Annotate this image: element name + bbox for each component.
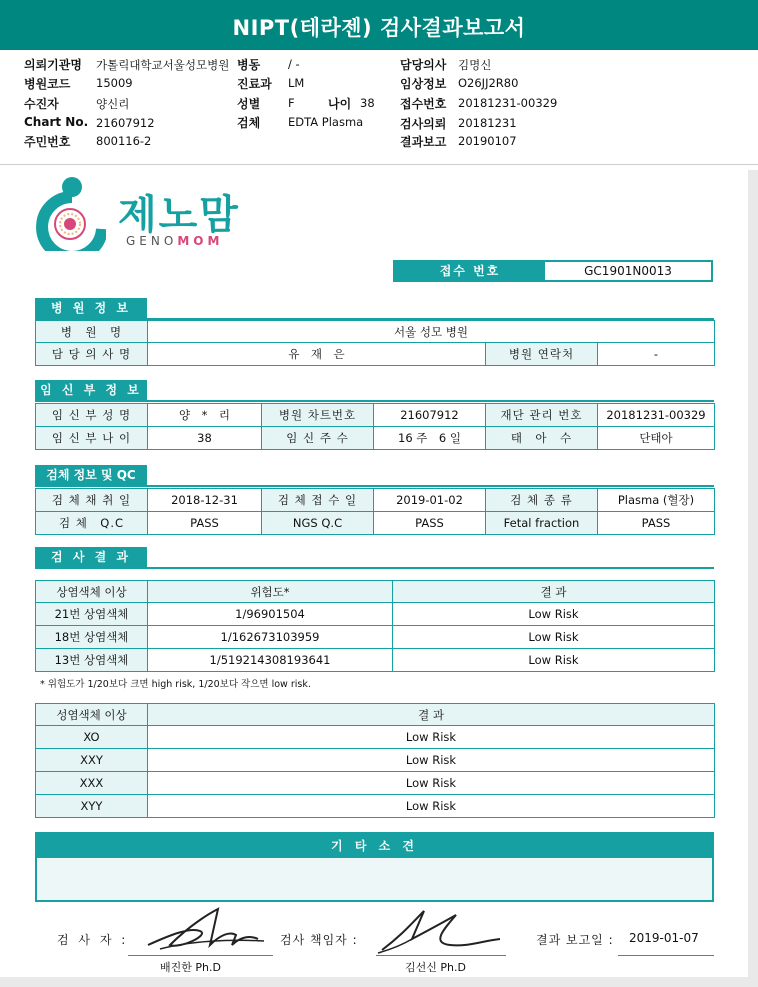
pregnant-row-2	[36, 427, 715, 450]
table-row	[36, 649, 715, 672]
pregnant-chart-label: 병원 차트번호	[262, 404, 374, 427]
supervisor-name: 김선신 Ph.D	[405, 961, 466, 974]
supervisor-label: 검사 책임자 :	[280, 933, 358, 947]
pregnant-weeks-value: 16 주 6 일	[374, 427, 486, 450]
pregnant-name-label: 임 신 부 성 명	[36, 404, 148, 427]
autosome-result: Low Risk	[393, 603, 715, 626]
pregnant-table	[35, 403, 715, 450]
remarks-box	[35, 832, 714, 902]
patient-label: 수진자	[24, 97, 59, 111]
receipt-label: 접수번호	[400, 97, 447, 111]
specimen-row-1	[36, 489, 715, 512]
sex-result: Low Risk	[148, 726, 715, 749]
resident-label: 주민번호	[24, 135, 71, 149]
pregnant-weeks-label: 임 신 주 수	[262, 427, 374, 450]
logo-english-geno: GENO	[126, 234, 178, 248]
report-date-line	[618, 955, 714, 956]
chart-label: Chart No.	[24, 115, 89, 129]
specimen-ff-label: Fetal fraction	[486, 512, 598, 535]
sex-result: Low Risk	[148, 749, 715, 772]
sex-col-result: 결 과	[148, 704, 715, 726]
age-label: 나이	[328, 97, 352, 111]
sex-name: XO	[36, 726, 148, 749]
resident-value: 800116-2	[96, 134, 152, 148]
hospital-table	[35, 320, 715, 366]
table-row	[36, 749, 715, 772]
autosome-col-name: 상염색체 이상	[36, 581, 148, 603]
sex-name: XXX	[36, 772, 148, 795]
specimen-value: EDTA Plasma	[288, 115, 364, 129]
autosome-name: 13번 상염색체	[36, 649, 148, 672]
hospital-row-name	[36, 321, 715, 343]
autosome-result: Low Risk	[393, 626, 715, 649]
hospital-row-doctor	[36, 343, 715, 366]
specimen-qc-label: 검 체 Q.C	[36, 512, 148, 535]
genomom-logo-icon	[36, 175, 106, 251]
age-value: 38	[360, 96, 375, 110]
chart-value: 21607912	[96, 116, 155, 130]
doctor-value: 김명신	[458, 58, 492, 72]
supervisor-signature-line	[376, 955, 506, 956]
hospital-contact-label: 병원 연락처	[486, 343, 598, 366]
report-header	[0, 0, 758, 50]
receipt-box	[393, 260, 713, 282]
specimen-type-value: Plasma (혈장)	[598, 489, 715, 512]
pregnant-age-value: 38	[148, 427, 262, 450]
tester-signature-icon	[140, 905, 270, 955]
table-row	[36, 726, 715, 749]
request-date-label: 검사의뢰	[400, 117, 447, 131]
pregnant-section-line	[35, 400, 714, 402]
report-date-label: 결과보고	[400, 135, 447, 149]
pregnant-chart-value: 21607912	[374, 404, 486, 427]
results-section-line	[35, 567, 714, 569]
specimen-collect-label: 검 체 채 취 일	[36, 489, 148, 512]
doctor-label: 담당의사	[400, 58, 447, 72]
pregnant-section-title: 임 신 부 정 보	[35, 380, 147, 401]
sex-label: 성별	[237, 97, 261, 111]
report-date-value: 20190107	[458, 134, 517, 148]
ward-value: / -	[288, 57, 300, 71]
page-edge-right	[748, 170, 758, 987]
specimen-receive-label: 검 체 접 수 일	[262, 489, 374, 512]
specimen-ff-value: PASS	[598, 512, 715, 535]
table-row	[36, 772, 715, 795]
specimen-section-title: 검체 정보 및 QC	[35, 465, 147, 486]
pregnant-name-value: 양 * 리	[148, 404, 262, 427]
remarks-title: 기 타 소 견	[37, 834, 712, 858]
sex-result: Low Risk	[148, 772, 715, 795]
pregnant-mgmt-label: 재단 관리 번호	[486, 404, 598, 427]
specimen-label: 검체	[237, 116, 261, 130]
specimen-row-2	[36, 512, 715, 535]
logo-english-mom: MOM	[177, 234, 224, 248]
autosome-col-result: 결 과	[393, 581, 715, 603]
autosome-col-risk: 위험도*	[148, 581, 393, 603]
pregnant-age-label: 임 신 부 나 이	[36, 427, 148, 450]
hospital-doctor-value: 유 재 은	[148, 343, 486, 366]
specimen-qc-value: PASS	[148, 512, 262, 535]
clinical-label: 임상정보	[400, 77, 447, 91]
sex-result: Low Risk	[148, 795, 715, 818]
autosome-name: 18번 상염색체	[36, 626, 148, 649]
page-edge-bottom	[0, 977, 758, 987]
hospital-doctor-label: 담 당 의 사 명	[36, 343, 148, 366]
tester-label: 검 사 자 :	[57, 933, 129, 947]
sex-chromosome-table	[35, 703, 715, 818]
request-date-value: 20181231	[458, 116, 517, 130]
autosome-name: 21번 상염색체	[36, 603, 148, 626]
specimen-receive-value: 2019-01-02	[374, 489, 486, 512]
receipt-box-value: GC1901N0013	[584, 264, 672, 278]
tester-signature-line	[128, 955, 273, 956]
sex-col-name: 성염색체 이상	[36, 704, 148, 726]
results-section-title: 검 사 결 과	[35, 547, 147, 568]
report-date-sig-label: 결과 보고일 :	[536, 933, 614, 947]
specimen-ngs-value: PASS	[374, 512, 486, 535]
autosome-result: Low Risk	[393, 649, 715, 672]
clinical-value: O26JJ2R80	[458, 76, 519, 90]
hospital-code-value: 15009	[96, 76, 133, 90]
autosome-header	[36, 581, 715, 603]
specimen-type-label: 검 체 종 류	[486, 489, 598, 512]
header-divider	[0, 164, 758, 165]
requester-label: 의뢰기관명	[24, 58, 82, 72]
dept-label: 진료과	[237, 77, 272, 91]
report-date-sig-value: 2019-01-07	[629, 931, 699, 945]
risk-footnote: * 위험도가 1/20보다 크면 high risk, 1/20보다 작으면 low risk.	[40, 679, 311, 690]
hospital-code-label: 병원코드	[24, 77, 71, 91]
pregnant-mgmt-value: 20181231-00329	[598, 404, 715, 427]
requester-value: 가톨릭대학교서울성모병원	[96, 58, 230, 72]
table-row	[36, 626, 715, 649]
sex-name: XYY	[36, 795, 148, 818]
hospital-section-title: 병 원 정 보	[35, 298, 147, 319]
tester-name: 배진한 Ph.D	[160, 961, 221, 974]
pregnant-row-1	[36, 404, 715, 427]
ward-label: 병동	[237, 58, 261, 72]
dept-value: LM	[288, 76, 305, 90]
specimen-section-line	[35, 485, 714, 487]
pregnant-fetus-value: 단태아	[598, 427, 715, 450]
hospital-name-label: 병 원 명	[36, 321, 148, 343]
supervisor-signature-icon	[372, 905, 507, 955]
table-row	[36, 795, 715, 818]
receipt-box-label: 접수 번호	[395, 262, 545, 280]
specimen-table	[35, 488, 715, 535]
specimen-collect-value: 2018-12-31	[148, 489, 262, 512]
sex-name: XXY	[36, 749, 148, 772]
autosome-risk: 1/96901504	[148, 603, 393, 626]
receipt-value: 20181231-00329	[458, 96, 558, 110]
logo-english	[126, 234, 223, 248]
hospital-contact-value: -	[598, 343, 715, 366]
logo-korean: 제노맘	[118, 192, 240, 238]
autosome-risk: 1/162673103959	[148, 626, 393, 649]
patient-value: 양신리	[96, 97, 130, 111]
sex-value: F	[288, 96, 295, 110]
hospital-name-value: 서울 성모 병원	[148, 321, 715, 343]
report-title: NIPT(테라젠) 검사결과보고서	[232, 16, 526, 40]
sex-chromosome-header	[36, 704, 715, 726]
specimen-ngs-label: NGS Q.C	[262, 512, 374, 535]
table-row	[36, 603, 715, 626]
pregnant-fetus-label: 태 아 수	[486, 427, 598, 450]
autosome-table	[35, 580, 715, 672]
autosome-risk: 1/519214308193641	[148, 649, 393, 672]
